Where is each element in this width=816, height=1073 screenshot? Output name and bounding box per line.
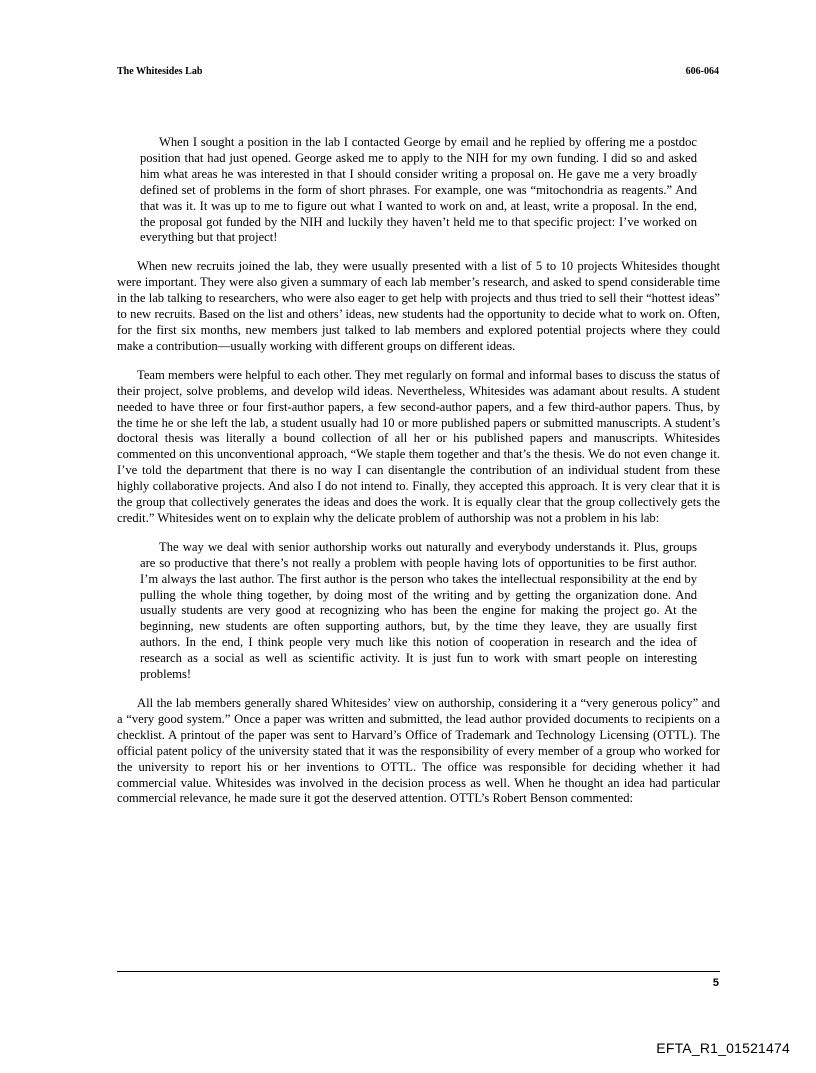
document-body — [117, 135, 720, 820]
document-id: EFTA_R1_01521474 — [656, 1040, 790, 1056]
footer-divider — [117, 971, 720, 972]
page-number: 5 — [712, 977, 719, 989]
authorship-quote-paragraph: The way we deal with senior authorship works out naturally and everybody understands it. Plus, groups are so productive that there’s not really a problem with people having lots of opportunities to be first author. I’m always the last author. The first author is the person who takes the intellectual responsibility at the end by pulling the whole thing together, by doing most of the writing and by getting the organization done. And usually students are very good at recognizing who has been the engine for making the project go. At the beginning, new students are often supporting authors, but, by the time they leave, they are usually first authors. In the end, I think people very much like this notion of cooperation in research and the idea of research as a social as well as scientific activity. It is just fun to work with smart people on interesting problems! — [140, 539, 697, 682]
case-number: 606-064 — [685, 66, 719, 77]
running-header-title: The Whitesides Lab — [117, 66, 203, 77]
opening-quote-paragraph: When I sought a position in the lab I contacted George by email and he replied by offering me a postdoc position that had just opened. George asked me to apply to the NIH for my own funding. I did so and asked him what areas he was interested in that I should consider writing a proposal on. He gave me a very broadly defined set of problems in the form of short phrases. For example, one was “mitochondria as reagents.” And that was it. It was up to me to figure out what I wanted to work on and, at least, write a proposal. In the end, the proposal got funded by the NIH and luckily they haven’t held me to that specific project: I’ve worked on everything but that project! — [140, 135, 697, 245]
recruits-paragraph: When new recruits joined the lab, they were usually presented with a list of 5 to 10 projects Whitesides thought were important. They were also given a summary of each lab member’s research, and asked to spend considerable time in the lab talking to researchers, who were also eager to get help with projects and thus tried to sell their “hottest ideas” to new recruits. Based on the list and others’ ideas, new students had the opportunity to decide what to work on. Often, for the first six months, new members just talked to lab members and explored potential projects where they could make a contribution—usually working with different groups on different ideas. — [117, 259, 720, 353]
ottl-paragraph: All the lab members generally shared Whitesides’ view on authorship, considering it a “very generous policy” and a “very good system.” Once a paper was written and submitted, the lead author provided documents to recipients on a checklist. A printout of the paper was sent to Harvard’s Office of Trademark and Technology Licensing (OTTL). The official patent policy of the university stated that it was the responsibility of every member of a group who worked for the university to report his or her inventions to OTTL. The office was responsible for deciding whether it had commercial value. Whitesides was involved in the decision process as well. When he thought an idea had particular commercial relevance, he made sure it got the deserved attention. OTTL’s Robert Benson commented: — [117, 696, 720, 806]
team-paragraph: Team members were helpful to each other. They met regularly on formal and informal bases to discuss the status of their project, solve problems, and develop wild ideas. Nevertheless, Whitesides was adamant about results. A student needed to have three or four first-author papers, a few second-author papers, and a few third-author papers. Thus, by the time he or she left the lab, a student usually had 10 or more published papers or submitted manuscripts. A student’s doctoral thesis was literally a bound collection of all her or his published papers and manuscripts. Whitesides commented on this unconventional approach, “We staple them together and that’s the thesis. We do not even change it. I’ve told the department that there is no way I can disentangle the contribution of an individual student from these highly collaborative projects. And also I do not intend to. Finally, they accepted this approach. It is very clear that it is the group that collectively generates the ideas and does the work. It is equally clear that the group collectively gets the credit.” Whitesides went on to explain why the delicate problem of authorship was not a problem in his lab: — [117, 367, 720, 525]
